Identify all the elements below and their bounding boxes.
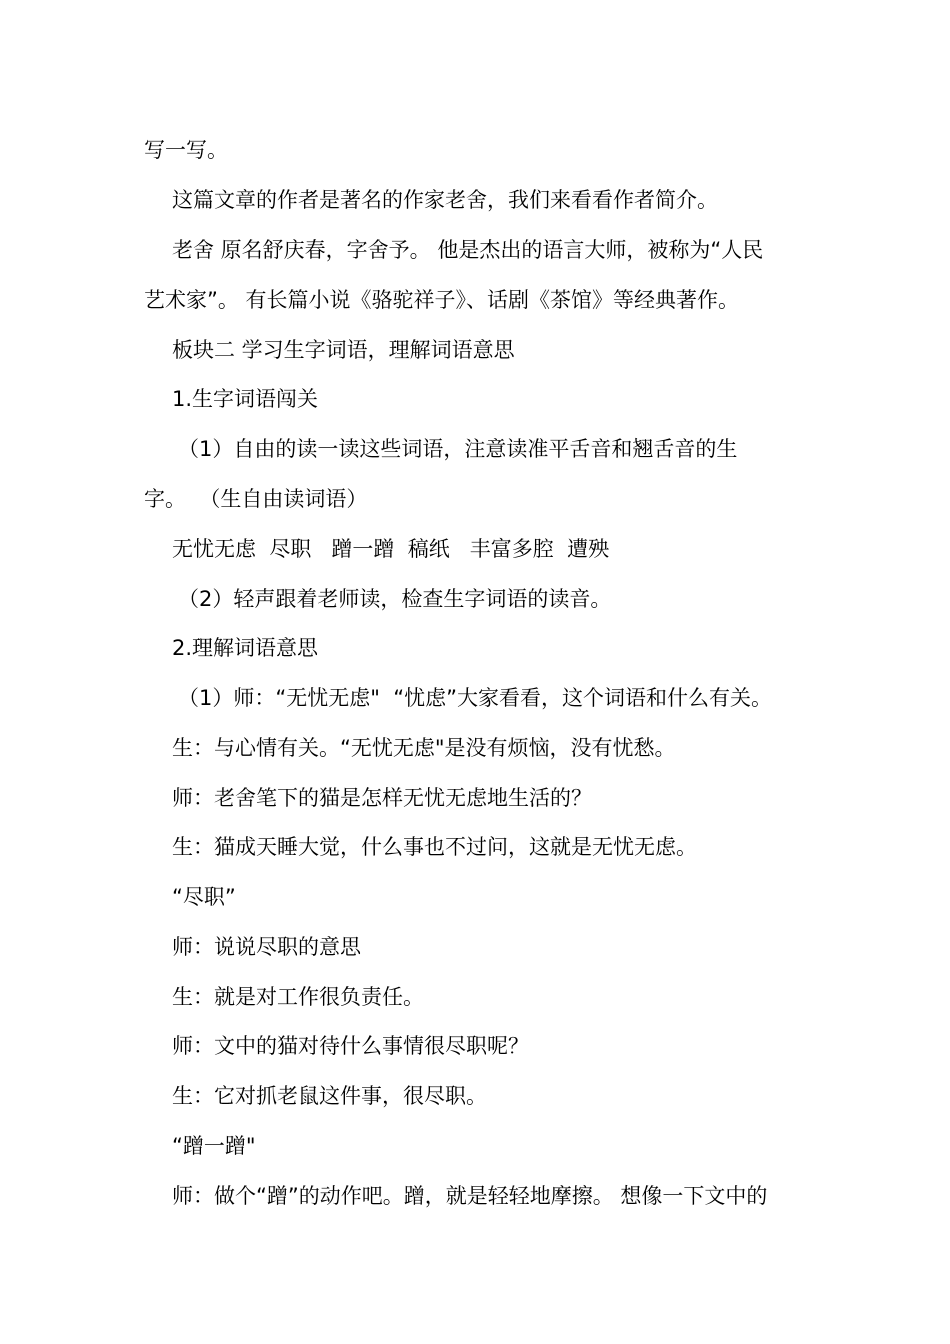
- dialogue-line-9: 师：做个“蹭”的动作吧。蹭，就是轻轻地摩擦。 想像一下文中的: [172, 1184, 768, 1208]
- dialogue-line-2: 生：与心情有关。“无忧无虑"是没有烦恼，没有忧愁。: [172, 736, 676, 760]
- dialogue-line-4: 生：猫成天睡大觉，什么事也不过问，这就是无忧无虑。: [172, 835, 697, 859]
- word-heading-jinzhi: “尽职”: [172, 885, 236, 909]
- dialogue-line-1: （1）师：“无忧无虑" “忧虑”大家看看，这个词语和什么有关。: [178, 686, 773, 710]
- section-heading: 板块二 学习生字词语，理解词语意思: [172, 338, 515, 362]
- dialogue-line-3: 师：老舍笔下的猫是怎样无忧无虑地生活的？: [172, 786, 592, 810]
- paragraph-line-8: 字。 （生自由读词语）: [144, 487, 368, 511]
- paragraph-line-1: 写一写。: [144, 138, 228, 162]
- subsection-heading-2: 2.理解词语意思: [172, 636, 319, 660]
- dialogue-line-7: 师：文中的猫对待什么事情很尽职呢？: [172, 1034, 529, 1058]
- paragraph-line-10: （2）轻声跟着老师读，检查生字词语的读音。: [178, 587, 612, 611]
- subsection-heading-1: 1.生字词语闯关: [172, 387, 319, 411]
- paragraph-line-2: 这篇文章的作者是著名的作家老舍，我们来看看作者简介。: [172, 188, 718, 212]
- paragraph-line-4: 艺术家”。 有长篇小说《骆驼祥子》、话剧《茶馆》等经典著作。: [144, 288, 740, 312]
- paragraph-line-3: 老舍 原名舒庆春，字舍予。 他是杰出的语言大师，被称为“人民: [172, 238, 764, 262]
- vocabulary-list: 无忧无虑 尽职 蹭一蹭 稿纸 丰富多腔 遭殃: [172, 537, 610, 561]
- dialogue-line-6: 生：就是对工作很负责任。: [172, 985, 424, 1009]
- word-heading-ceng: “蹭一蹭": [172, 1134, 256, 1158]
- dialogue-line-8: 生：它对抓老鼠这件事，很尽职。: [172, 1084, 487, 1108]
- dialogue-line-5: 师：说说尽职的意思: [172, 935, 361, 959]
- paragraph-line-7: （1）自由的读一读这些词语，注意读准平舌音和翘舌音的生: [178, 437, 738, 461]
